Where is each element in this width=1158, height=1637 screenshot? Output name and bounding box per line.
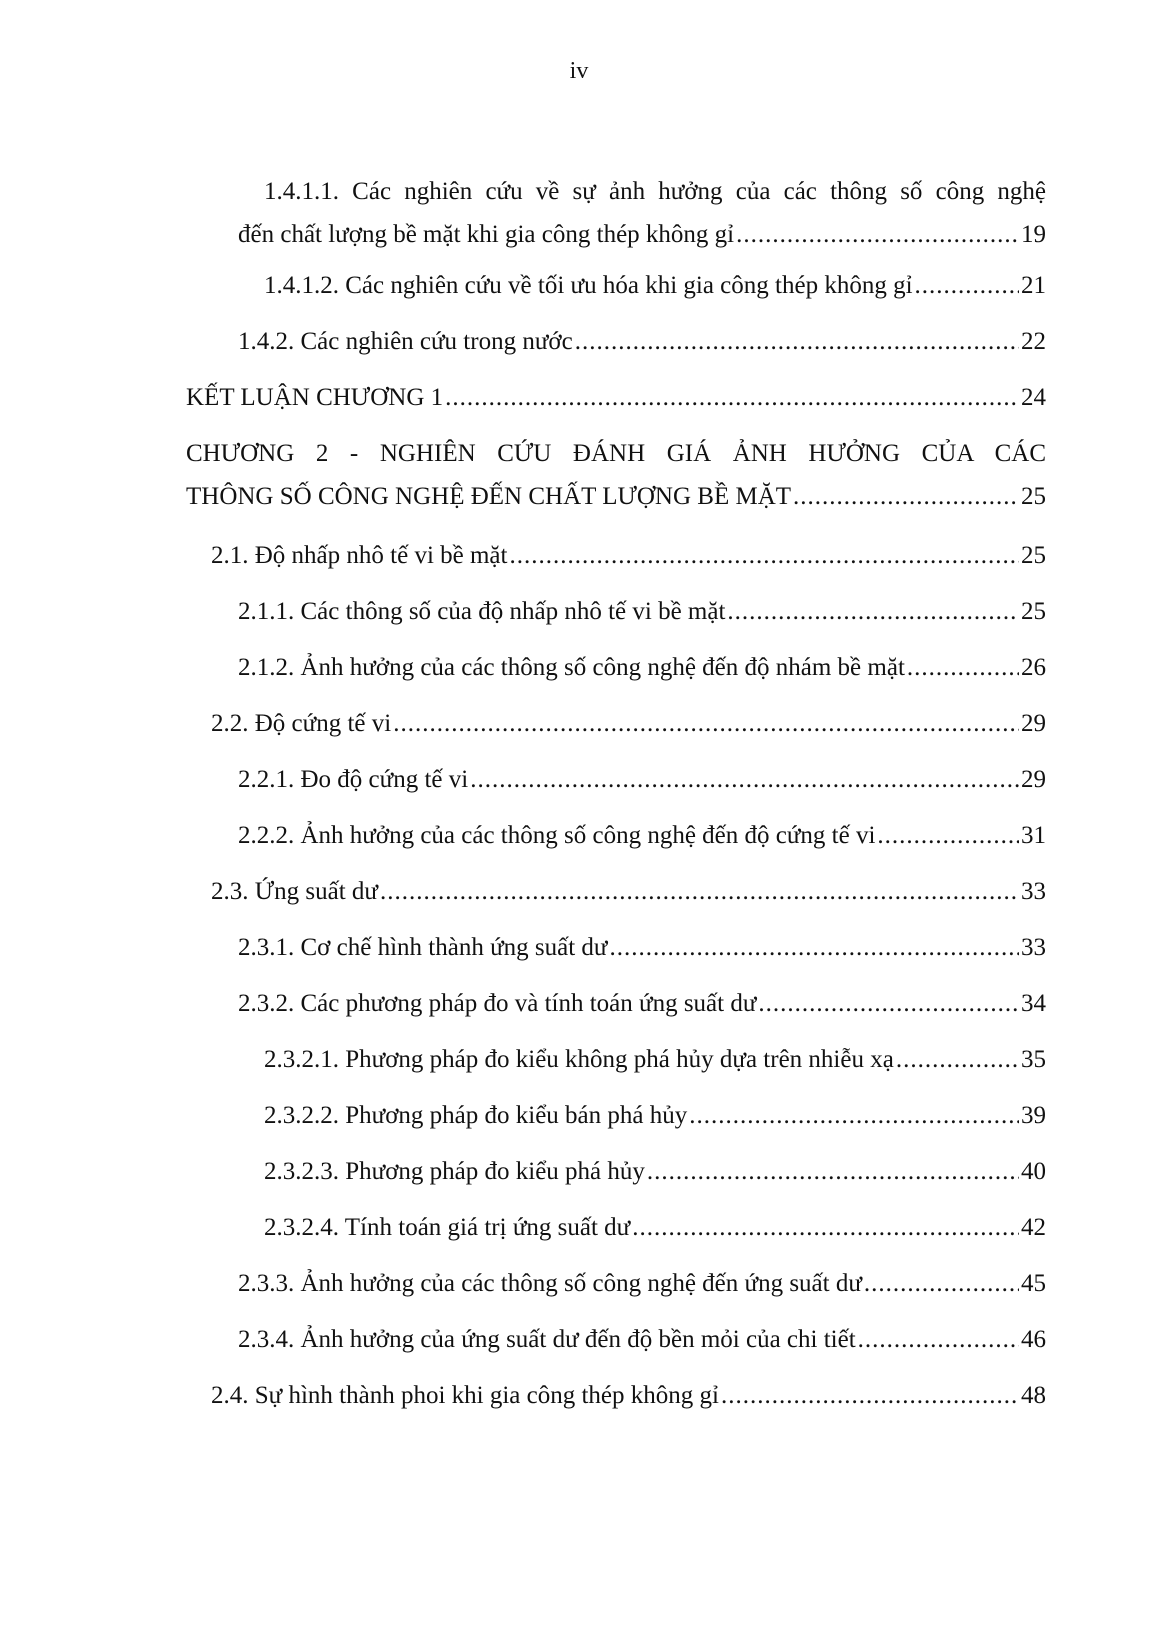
toc-entry-title: 2.2.1. Đo độ cứng tế vi (238, 766, 469, 793)
toc-entry-2-1[interactable] (211, 534, 1046, 577)
toc-leader-dots (632, 1206, 1019, 1249)
toc-leader-dots (393, 702, 1019, 745)
toc-entry-title: 2.1.2. Ảnh hưởng của các thông số công nghệ đến độ nhám bề mặt (238, 654, 905, 681)
toc-entry-page: 25 (1021, 483, 1046, 510)
toc-entry-title: đến chất lượng bề mặt khi gia công thép không gỉ (238, 221, 735, 248)
toc-entry-title: 2.3.1. Cơ chế hình thành ứng suất dư (238, 934, 608, 961)
toc-entry-2-3-2-4[interactable] (264, 1206, 1046, 1249)
toc-entry-page: 19 (1021, 221, 1046, 248)
toc-leader-dots (915, 264, 1019, 307)
toc-leader-dots (896, 1038, 1019, 1081)
toc-entry-2-2-1[interactable] (238, 758, 1046, 801)
toc-entry-page: 33 (1021, 934, 1046, 961)
toc-entry-title: 2.4. Sự hình thành phoi khi gia công thép không gỉ (211, 1382, 719, 1409)
toc-leader-dots (689, 1094, 1019, 1137)
toc-entry-2-3-1[interactable] (238, 926, 1046, 969)
toc-leader-dots (864, 1262, 1019, 1305)
toc-entry-page: 26 (1021, 654, 1046, 681)
toc-entry-page: 35 (1021, 1046, 1046, 1073)
toc-entry-2-3[interactable] (211, 870, 1046, 913)
toc-leader-dots (575, 320, 1019, 363)
toc-entry-page: 29 (1021, 710, 1046, 737)
toc-entry-title: 2.3.2. Các phương pháp đo và tính toán ứng suất dư (238, 990, 757, 1017)
toc-leader-dots (907, 646, 1019, 689)
toc-entry-title: 1.4.1.2. Các nghiên cứu về tối ưu hóa khi gia công thép không gỉ (264, 272, 913, 299)
toc-entry-2-3-2-3[interactable] (264, 1150, 1046, 1193)
toc-entry-conclusion-chapter-1[interactable] (186, 376, 1046, 419)
toc-leader-dots (647, 1150, 1019, 1193)
toc-entry-page: 46 (1021, 1326, 1046, 1353)
toc-entry-page: 22 (1021, 328, 1046, 355)
toc-entry-page: 33 (1021, 878, 1046, 905)
toc-leader-dots (509, 534, 1019, 577)
toc-entry-2-2-2[interactable] (238, 814, 1046, 857)
toc-leader-dots (793, 475, 1019, 518)
toc-entry-title: THÔNG SỐ CÔNG NGHỆ ĐẾN CHẤT LƯỢNG BỀ MẶT (186, 483, 792, 510)
toc-entry-title: 2.3.2.4. Tính toán giá trị ứng suất dư (264, 1214, 631, 1241)
toc-entry-page: 39 (1021, 1102, 1046, 1129)
toc-entry-first-line: CHƯƠNG 2 - NGHIÊN CỨU ĐÁNH GIÁ ẢNH HƯỞNG CỦA CÁC (186, 440, 1046, 467)
toc-entry-1-4-1-2[interactable] (264, 264, 1046, 307)
toc-entry-title: 1.4.2. Các nghiên cứu trong nước (238, 328, 573, 355)
toc-leader-dots (858, 1318, 1019, 1361)
toc-entry-title: 2.3. Ứng suất dư (211, 878, 378, 905)
toc-entry-title: 2.1.1. Các thông số của độ nhấp nhô tế vi bề mặt (238, 598, 726, 625)
toc-entry-title: 2.3.2.3. Phương pháp đo kiểu phá hủy (264, 1158, 645, 1185)
toc-entry-chapter-2[interactable] (186, 432, 1046, 518)
toc-entry-title: 2.3.2.2. Phương pháp đo kiểu bán phá hủy (264, 1102, 688, 1129)
toc-entry-2-1-1[interactable] (238, 590, 1046, 633)
toc-leader-dots (736, 213, 1019, 256)
toc-leader-dots (609, 926, 1019, 969)
toc-entry-page: 31 (1021, 822, 1046, 849)
toc-entry-title: KẾT LUẬN CHƯƠNG 1 (186, 384, 444, 411)
toc-entry-title: 2.3.2.1. Phương pháp đo kiểu không phá hủy dựa trên nhiễu xạ (264, 1046, 894, 1073)
toc-leader-dots (721, 1374, 1019, 1417)
toc-entry-title: 2.1. Độ nhấp nhô tế vi bề mặt (211, 542, 508, 569)
toc-leader-dots (877, 814, 1019, 857)
toc-entry-page: 40 (1021, 1158, 1046, 1185)
toc-entry-1-4-2[interactable] (238, 320, 1046, 363)
toc-entry-page: 45 (1021, 1270, 1046, 1297)
toc-entry-page: 42 (1021, 1214, 1046, 1241)
toc-entry-2-1-2[interactable] (238, 646, 1046, 689)
toc-leader-dots (727, 590, 1019, 633)
toc-entry-2-3-4[interactable] (238, 1318, 1046, 1361)
toc-entry-page: 21 (1021, 272, 1046, 299)
toc-entry-page: 34 (1021, 990, 1046, 1017)
toc-entry-page: 25 (1021, 542, 1046, 569)
toc-entry-2-4[interactable] (211, 1374, 1046, 1417)
toc-leader-dots (380, 870, 1019, 913)
toc-entry-page: 24 (1021, 384, 1046, 411)
toc-leader-dots (758, 982, 1019, 1025)
toc-entry-title: 2.2. Độ cứng tế vi (211, 710, 392, 737)
toc-entry-title: 2.3.3. Ảnh hưởng của các thông số công nghệ đến ứng suất dư (238, 1270, 862, 1297)
toc-entry-2-3-2[interactable] (238, 982, 1046, 1025)
toc-entry-2-3-3[interactable] (238, 1262, 1046, 1305)
toc-entry-1-4-1-1[interactable] (238, 170, 1046, 256)
page-number: iv (569, 58, 589, 84)
toc-entry-page: 29 (1021, 766, 1046, 793)
toc-entry-first-line: 1.4.1.1. Các nghiên cứu về sự ảnh hưởng của các thông số công nghệ (264, 178, 1046, 205)
toc-entry-2-3-2-1[interactable] (264, 1038, 1046, 1081)
toc-entry-title: 2.2.2. Ảnh hưởng của các thông số công nghệ đến độ cứng tế vi (238, 822, 876, 849)
toc-entry-2-2[interactable] (211, 702, 1046, 745)
toc-entry-2-3-2-2[interactable] (264, 1094, 1046, 1137)
toc-leader-dots (445, 376, 1019, 419)
toc-entry-page: 25 (1021, 598, 1046, 625)
toc-entry-title: 2.3.4. Ảnh hưởng của ứng suất dư đến độ bền mỏi của chi tiết (238, 1326, 856, 1353)
toc-leader-dots (470, 758, 1019, 801)
toc-entry-page: 48 (1021, 1382, 1046, 1409)
